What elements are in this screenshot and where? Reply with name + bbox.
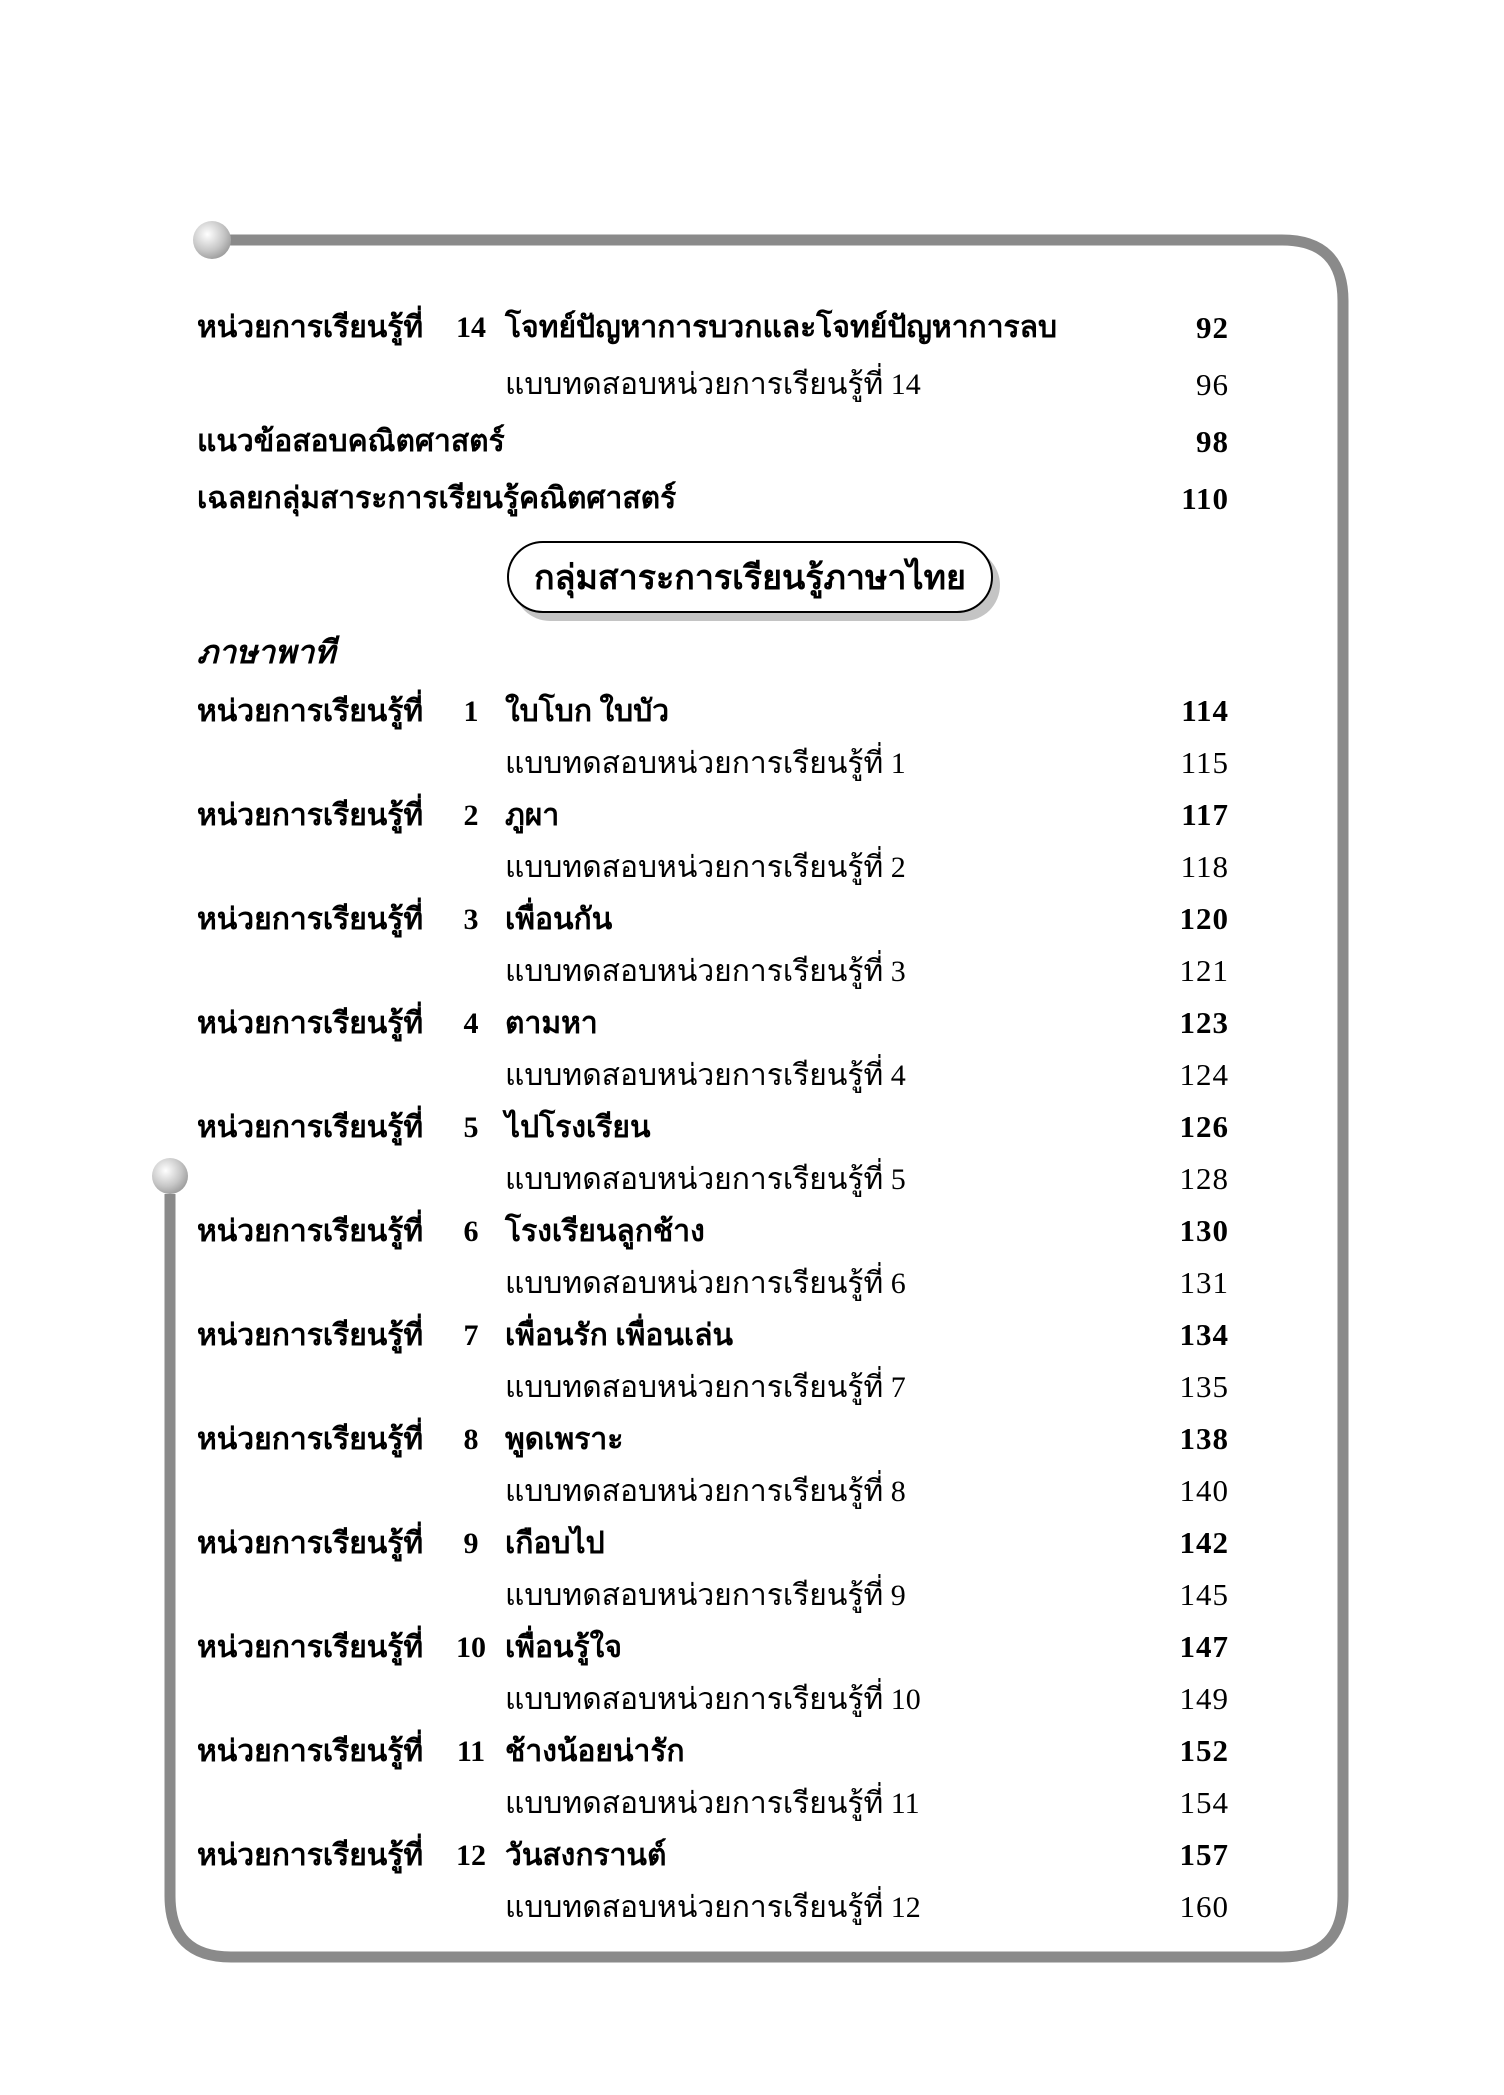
toc-row-test xyxy=(197,1881,1229,1933)
unit-label: หน่วยการเรียนรู้ที่ xyxy=(197,1006,424,1040)
test-title: แบบทดสอบหน่วยการเรียนรู้ที่ 9 xyxy=(505,1578,906,1612)
toc-row-unit xyxy=(197,1205,1229,1257)
toc-row-unit xyxy=(197,1309,1229,1361)
test-title: แบบทดสอบหน่วยการเรียนรู้ที่ 4 xyxy=(505,1058,906,1092)
unit-label: หน่วยการเรียนรู้ที่ xyxy=(197,798,424,832)
unit-number: 3 xyxy=(463,902,479,936)
toc-row-test xyxy=(197,1465,1229,1517)
toc-row-unit xyxy=(197,1621,1229,1673)
unit-title: โจทย์ปัญหาการบวกและโจทย์ปัญหาการลบ xyxy=(505,311,1058,344)
toc-row-test xyxy=(197,1361,1229,1413)
unit-title: โรงเรียนลูกช้าง xyxy=(505,1214,705,1248)
unit-number: 2 xyxy=(463,798,479,832)
toc-row-test xyxy=(197,1777,1229,1829)
unit-label: หน่วยการเรียนรู้ที่ xyxy=(197,1422,424,1456)
unit-label: หน่วยการเรียนรู้ที่ xyxy=(197,1630,424,1664)
page-number: 126 xyxy=(1179,1109,1229,1144)
unit-label: หน่วยการเรียนรู้ที่ xyxy=(197,902,424,936)
toc-row-test xyxy=(197,841,1229,893)
page-number: 160 xyxy=(1179,1889,1229,1924)
unit-number: 9 xyxy=(463,1526,479,1560)
toc-row-test xyxy=(197,356,1229,413)
unit-title: เพื่อนรัก เพื่อนเล่น xyxy=(505,1318,734,1352)
page-number: 140 xyxy=(1179,1473,1229,1508)
unit-title: ตามหา xyxy=(505,1006,598,1040)
unit-number: 11 xyxy=(456,1734,486,1768)
page-number: 142 xyxy=(1179,1525,1229,1560)
unit-number: 6 xyxy=(463,1214,479,1248)
math-section-rows xyxy=(197,299,1229,527)
test-title: แบบทดสอบหน่วยการเรียนรู้ที่ 1 xyxy=(505,746,906,780)
toc-row-test xyxy=(197,1569,1229,1621)
toc-row-test xyxy=(197,1049,1229,1101)
page-number: 154 xyxy=(1179,1785,1229,1820)
unit-title: ใบโบก ใบบัว xyxy=(505,694,670,728)
unit-label: หน่วยการเรียนรู้ที่ xyxy=(197,1110,424,1144)
toc-row-unit xyxy=(197,1517,1229,1569)
unit-label: หน่วยการเรียนรู้ที่ xyxy=(197,311,424,344)
unit-title: ช้างน้อยน่ารัก xyxy=(505,1734,685,1768)
page-number: 128 xyxy=(1179,1161,1229,1196)
page-number: 145 xyxy=(1179,1577,1229,1612)
test-title: แบบทดสอบหน่วยการเรียนรู้ที่ 2 xyxy=(505,850,906,884)
unit-label: หน่วยการเรียนรู้ที่ xyxy=(197,1318,424,1352)
page-number: 114 xyxy=(1181,693,1229,728)
frame-ball-left-icon xyxy=(152,1158,188,1194)
test-title: แบบทดสอบหน่วยการเรียนรู้ที่ 5 xyxy=(505,1162,906,1196)
toc-row-section xyxy=(197,470,1229,527)
page-number: 120 xyxy=(1179,901,1229,936)
section-title: แนวข้อสอบคณิตศาสตร์ xyxy=(197,425,505,458)
unit-number: 4 xyxy=(463,1006,479,1040)
unit-label: หน่วยการเรียนรู้ที่ xyxy=(197,694,424,728)
page-number: 117 xyxy=(1181,797,1229,832)
unit-title: ไปโรงเรียน xyxy=(505,1110,651,1144)
unit-title: ภูผา xyxy=(505,798,560,832)
page-number: 92 xyxy=(1196,309,1229,345)
unit-number: 10 xyxy=(456,1630,486,1664)
toc-row-unit xyxy=(197,1413,1229,1465)
toc-row-unit xyxy=(197,1101,1229,1153)
page-number: 130 xyxy=(1179,1213,1229,1248)
thai-section-rows xyxy=(197,685,1229,1933)
page-number: 115 xyxy=(1180,745,1229,780)
section-badge-label: กลุ่มสาระการเรียนรู้ภาษาไทย xyxy=(534,560,966,597)
test-title: แบบทดสอบหน่วยการเรียนรู้ที่ 8 xyxy=(505,1474,906,1508)
page-number: 149 xyxy=(1179,1681,1229,1716)
test-title: แบบทดสอบหน่วยการเรียนรู้ที่ 6 xyxy=(505,1266,906,1300)
toc-row-test xyxy=(197,1673,1229,1725)
unit-label: หน่วยการเรียนรู้ที่ xyxy=(197,1214,424,1248)
unit-number: 7 xyxy=(463,1318,479,1352)
frame-ball-top-icon xyxy=(193,221,231,259)
unit-title: วันสงกรานต์ xyxy=(505,1838,667,1872)
page-number: 157 xyxy=(1179,1837,1229,1872)
page-number: 110 xyxy=(1181,480,1229,516)
toc-content xyxy=(197,299,1229,1933)
page-number: 96 xyxy=(1196,366,1229,402)
test-title: แบบทดสอบหน่วยการเรียนรู้ที่ 3 xyxy=(505,954,906,988)
unit-number: 5 xyxy=(463,1110,479,1144)
page-number: 124 xyxy=(1179,1057,1229,1092)
unit-title: เกือบไป xyxy=(505,1526,605,1560)
test-title: แบบทดสอบหน่วยการเรียนรู้ที่ 10 xyxy=(505,1682,921,1716)
unit-title: เพื่อนกัน xyxy=(505,902,613,936)
test-title: แบบทดสอบหน่วยการเรียนรู้ที่ 12 xyxy=(505,1890,921,1924)
unit-number: 14 xyxy=(456,311,486,344)
unit-title: เพื่อนรู้ใจ xyxy=(505,1630,622,1664)
page-number: 123 xyxy=(1179,1005,1229,1040)
section-badge-thai-language xyxy=(507,541,993,613)
test-title: แบบทดสอบหน่วยการเรียนรู้ที่ 14 xyxy=(505,368,921,401)
page-number: 152 xyxy=(1179,1733,1229,1768)
page-number: 118 xyxy=(1180,849,1229,884)
toc-row-unit xyxy=(197,1829,1229,1881)
toc-row-unit xyxy=(197,299,1229,356)
page-number: 138 xyxy=(1179,1421,1229,1456)
unit-number: 1 xyxy=(463,694,479,728)
page-number: 98 xyxy=(1196,423,1229,459)
page-number: 147 xyxy=(1179,1629,1229,1664)
test-title: แบบทดสอบหน่วยการเรียนรู้ที่ 7 xyxy=(505,1370,906,1404)
unit-number: 8 xyxy=(463,1422,479,1456)
toc-row-unit xyxy=(197,997,1229,1049)
toc-row-test xyxy=(197,1153,1229,1205)
page-number: 134 xyxy=(1179,1317,1229,1352)
unit-title: พูดเพราะ xyxy=(505,1422,624,1456)
toc-row-unit xyxy=(197,893,1229,945)
unit-label: หน่วยการเรียนรู้ที่ xyxy=(197,1838,424,1872)
toc-row-test xyxy=(197,1257,1229,1309)
toc-row-test xyxy=(197,737,1229,789)
book-subtitle-label: ภาษาพาที xyxy=(197,633,336,670)
page-number: 135 xyxy=(1179,1369,1229,1404)
section-title: เฉลยกลุ่มสาระการเรียนรู้คณิตศาสตร์ xyxy=(197,482,677,515)
toc-row-unit xyxy=(197,1725,1229,1777)
toc-row-unit xyxy=(197,789,1229,841)
unit-label: หน่วยการเรียนรู้ที่ xyxy=(197,1734,424,1768)
toc-row-section xyxy=(197,413,1229,470)
toc-row-unit xyxy=(197,685,1229,737)
page-number: 131 xyxy=(1179,1265,1229,1300)
page-number: 121 xyxy=(1179,953,1229,988)
book-subtitle xyxy=(197,627,1229,677)
unit-number: 12 xyxy=(456,1838,486,1872)
test-title: แบบทดสอบหน่วยการเรียนรู้ที่ 11 xyxy=(505,1786,920,1820)
toc-row-test xyxy=(197,945,1229,997)
unit-label: หน่วยการเรียนรู้ที่ xyxy=(197,1526,424,1560)
